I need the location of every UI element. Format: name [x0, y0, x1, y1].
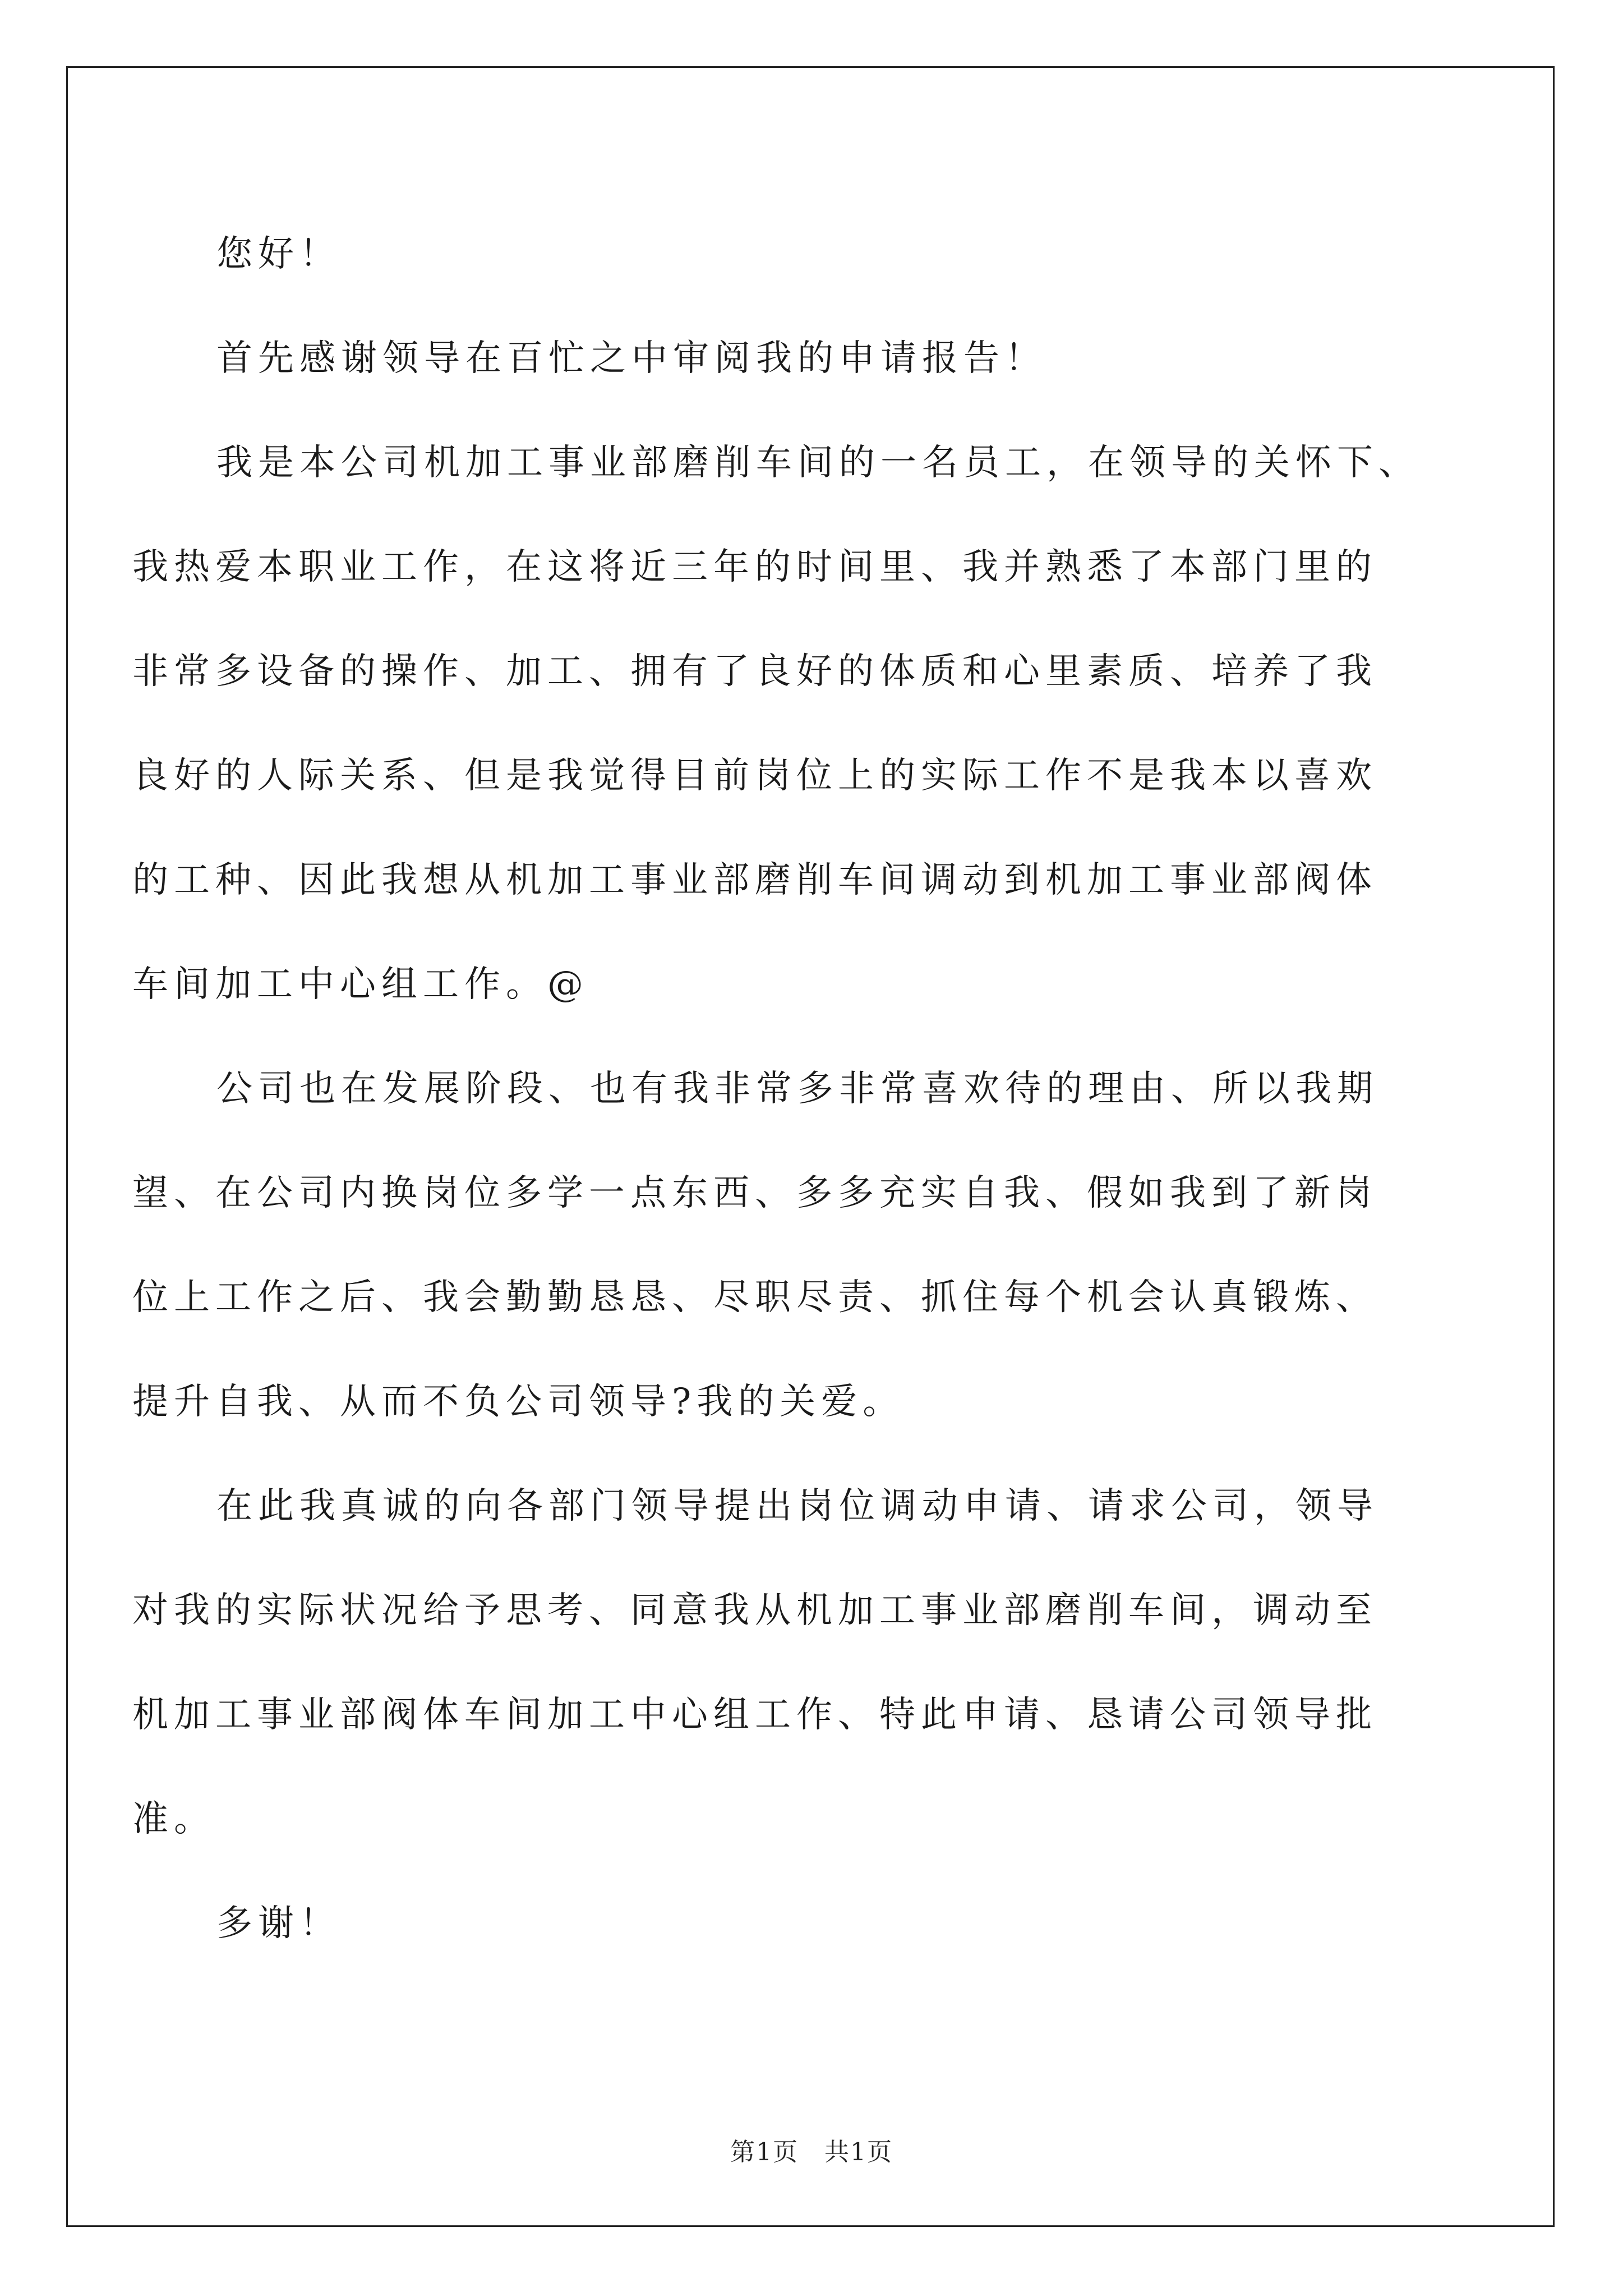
paragraph-line: 提升自我、从而不负公司领导?我的关爱。	[132, 1381, 905, 1423]
paragraph-2	[132, 411, 1490, 1037]
paragraph-line: 良好的人际关系、但是我觉得目前岗位上的实际工作不是我本以喜欢	[132, 755, 1377, 797]
paragraph-line: 望、在公司内换岗位多学一点东西、多多充实自我、假如我到了新岗	[132, 1172, 1377, 1214]
paragraph-line: 准。	[132, 1798, 215, 1840]
paragraph-line: 我是本公司机加工事业部磨削车间的一名员工，在领导的关怀下、	[216, 442, 1420, 484]
greeting	[132, 202, 1490, 306]
closing-line: 多谢！	[216, 1903, 341, 1944]
paragraph-line: 首先感谢领导在百忙之中审阅我的申请报告！	[216, 338, 1046, 379]
paragraph-line: 在此我真诚的向各部门领导提出岗位调动申请、请求公司，领导	[216, 1485, 1378, 1527]
paragraph-line: 的工种、因此我想从机加工事业部磨削车间调动到机加工事业部阀体	[132, 859, 1377, 901]
paragraph-line: 我热爱本职业工作，在这将近三年的时间里、我并熟悉了本部门里的	[132, 546, 1377, 588]
paragraph-3	[132, 1037, 1490, 1454]
paragraph-4	[132, 1454, 1490, 1871]
paragraph-line: 机加工事业部阀体车间加工中心组工作、特此申请、恳请公司领导批	[132, 1694, 1377, 1736]
paragraph-1	[132, 306, 1490, 411]
paragraph-line: 对我的实际状况给予思考、同意我从机加工事业部磨削车间，调动至	[132, 1590, 1377, 1631]
paragraph-line: 位上工作之后、我会勤勤恳恳、尽职尽责、抓住每个机会认真锻炼、	[132, 1277, 1377, 1318]
closing	[132, 1871, 1490, 1976]
page-footer: 第1页 共1页	[730, 2138, 893, 2166]
paragraph-line: 车间加工中心组工作。@	[132, 964, 589, 1005]
greeting-line: 您好！	[216, 233, 341, 275]
paragraph-line: 非常多设备的操作、加工、拥有了良好的体质和心里素质、培养了我	[132, 651, 1377, 692]
paragraph-line: 公司也在发展阶段、也有我非常多非常喜欢待的理由、所以我期	[216, 1068, 1378, 1110]
